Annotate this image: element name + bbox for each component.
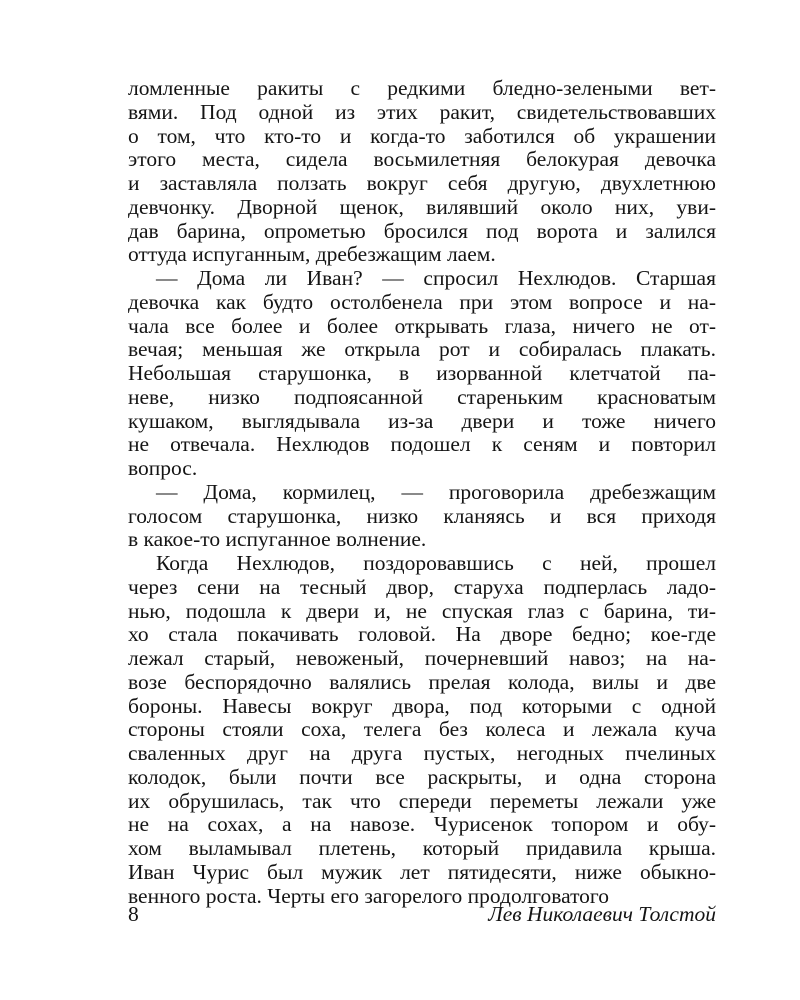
text-line: невe, низко подпоясанной стареньким красноватым: [128, 384, 716, 409]
body-text: [128, 77, 716, 908]
text-line: хо стала покачивать головой. На дворе бедно; кое-где: [128, 622, 716, 647]
paragraph: [128, 267, 716, 481]
text-line: Когда Нехлюдов, поздоровавшись с ней, прошел: [156, 551, 716, 575]
text-line: этого места, сидела восьмилетняя белокурая девочка: [128, 147, 716, 172]
text-line: не отвечала. Нехлюдов подошел к сеням и повторил: [128, 432, 716, 457]
text-line: возе беспорядочно валялись прелая колода, вилы и две: [128, 669, 716, 694]
text-line: о том, что кто-то и когда-то заботился об украшении: [128, 123, 716, 148]
running-title: Лев Николаевич Толстой: [488, 902, 716, 926]
paragraph: [128, 552, 716, 908]
text-line: вями. Под одной из этих ракит, свидетельствовавших: [128, 99, 716, 124]
page-number: 8: [128, 902, 139, 926]
text-line: девчонку. Дворной щенок, вилявший около них, уви-: [128, 194, 716, 219]
text-line: кушаком, выглядывала из-за двери и тоже ничего: [128, 408, 716, 433]
text-line: дав барина, опрометью бросился под ворота и залился: [128, 218, 716, 243]
text-line: — Дома ли Иван? — спросил Нехлюдов. Старшая: [156, 266, 716, 290]
text-line: Иван Чурис был мужик лет пятидесяти, ниже обыкно-: [128, 859, 716, 884]
text-line: Небольшая старушонка, в изорванной клетчатой па-: [128, 361, 716, 385]
text-line: сваленных друг на друга пустых, негодных пчелиных: [128, 741, 716, 765]
text-line: девочка как будто остолбенела при этом вопросе и на-: [128, 289, 716, 314]
text-line: лежал старый, невоженый, почерневший навоз; на на-: [128, 646, 716, 670]
text-line: и заставляла ползать вокруг себя другую, двухлетнюю: [128, 171, 716, 195]
paragraph: [128, 481, 716, 552]
text-line: венного роста. Черты его загорелого продолговатого: [128, 883, 609, 908]
paragraph: [128, 77, 716, 267]
text-line: хом выламывал плетень, который придавила крыша.: [128, 836, 716, 860]
text-line: оттуда испуганным, дребезжащим лаем.: [128, 242, 496, 267]
text-line: — Дома, кормилец, — проговорила дребезжащим: [156, 479, 716, 504]
text-line: ломленные ракиты с редкими бледно-зелеными вет-: [128, 76, 716, 100]
text-line: вопрос.: [128, 456, 198, 480]
text-line: стороны стояли соха, телега без колеса и лежала куча: [128, 717, 716, 742]
text-line: в какое-то испуганное волнение.: [128, 527, 427, 552]
text-line: их обрушилась, так что спереди переметы лежали уже: [128, 788, 716, 813]
text-line: голосом старушонка, низко кланяясь и вся приходя: [128, 503, 716, 528]
text-line: нью, подошла к двери и, не спуская глаз с барина, ти-: [128, 598, 716, 623]
text-line: вечая; меньшая же открыла рот и собиралась плакать.: [128, 337, 716, 362]
text-line: бороны. Навесы вокруг двора, под которыми с одной: [128, 693, 716, 718]
text-line: чала все более и более открывать глаза, ничего не от-: [128, 313, 716, 338]
text-line: колодок, были почти все раскрыты, и одна сторона: [128, 764, 716, 789]
text-line: через сени на тесный двор, старуха подперлась ладо-: [128, 574, 716, 599]
text-line: не на сохах, а на навозе. Чурисенок топором и обу-: [128, 812, 716, 837]
